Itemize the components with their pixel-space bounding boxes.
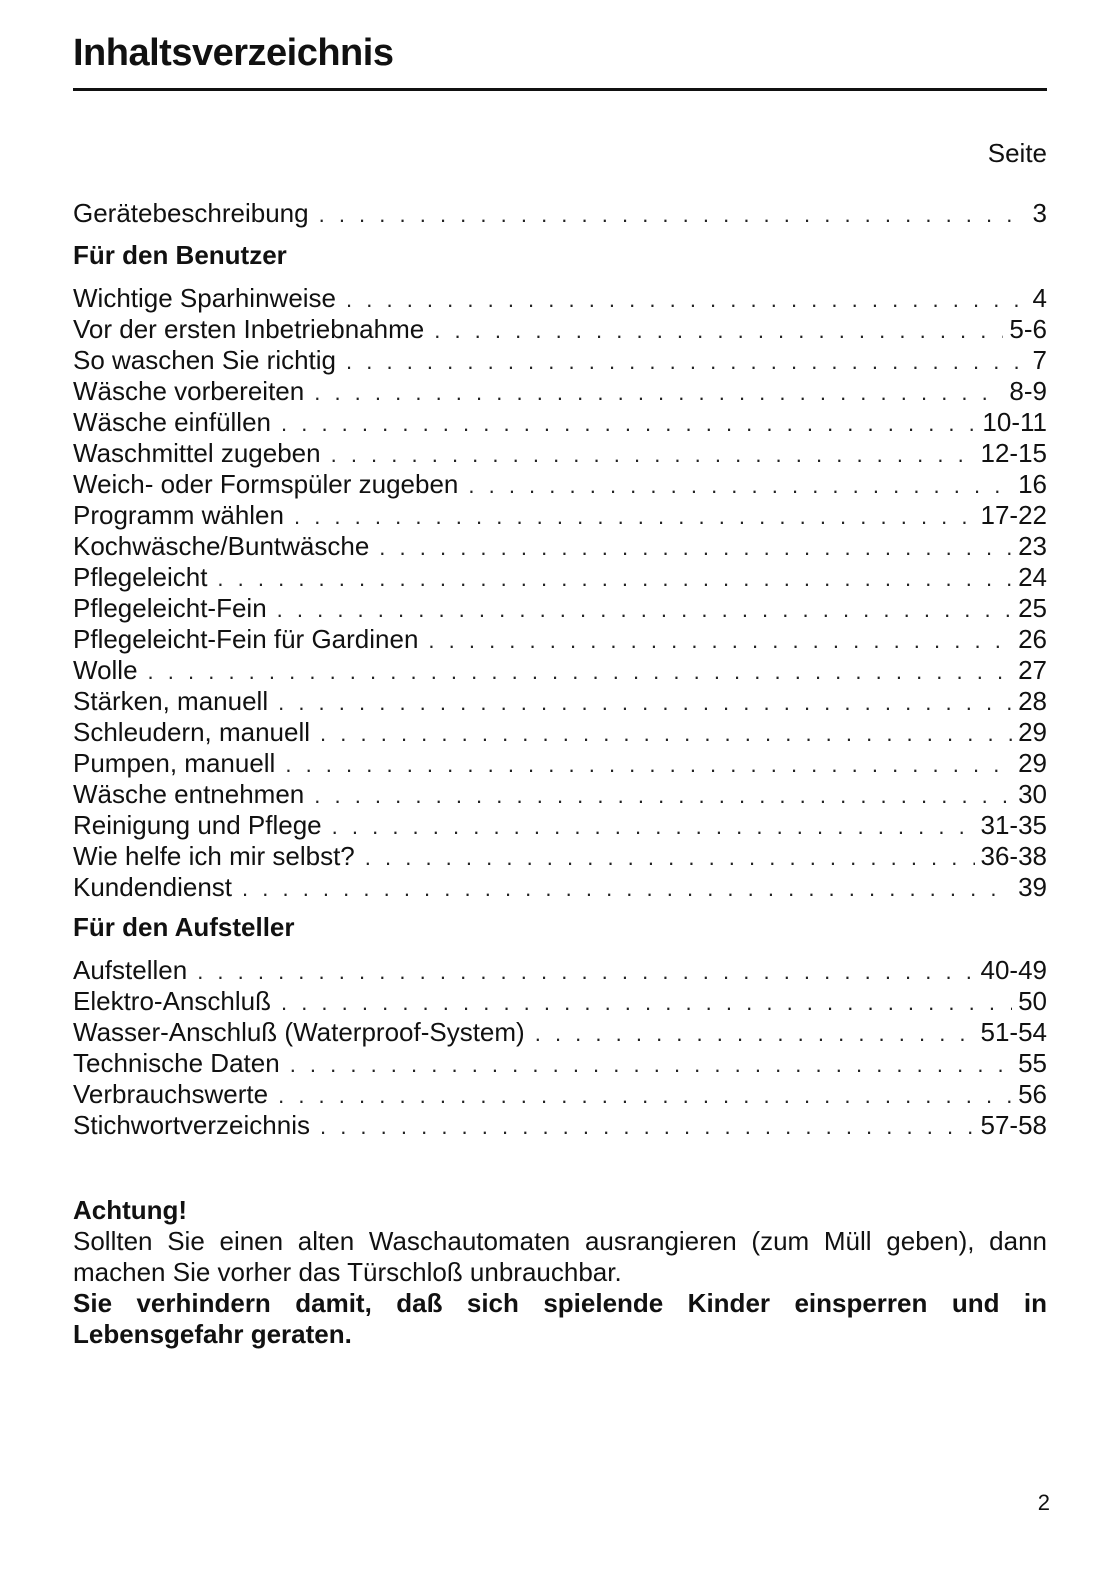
toc-entry	[73, 593, 1047, 624]
toc-entry	[73, 748, 1047, 779]
toc-entry	[73, 841, 1047, 872]
warning-emphasis: Sie verhindern damit, daß sich spielende Kinder einsperren und in Lebensgefahr geraten.	[73, 1288, 1047, 1349]
toc-entry	[73, 469, 1047, 500]
toc-entry-page: 7	[1032, 345, 1047, 375]
toc-entry-label: Gerätebeschreibung	[73, 198, 309, 228]
toc-entry-label: Weich- oder Formspüler zugeben	[73, 469, 459, 499]
toc-entry	[73, 986, 1047, 1017]
toc-entry-label: Wäsche entnehmen	[73, 779, 305, 809]
toc-entry-page: 27	[1018, 655, 1047, 685]
section-heading: Für den Aufsteller	[73, 912, 295, 942]
leader-dots	[365, 842, 975, 873]
toc-entry-label: So waschen Sie richtig	[73, 345, 337, 375]
toc-entry	[73, 779, 1047, 810]
toc-entry-page: 17-22	[980, 500, 1047, 530]
toc-entry-page: 57-58	[980, 1110, 1047, 1140]
toc-entry-label: Technische Daten	[73, 1048, 280, 1078]
toc-entry-label: Stichwortverzeichnis	[73, 1110, 310, 1140]
toc-entry	[73, 376, 1047, 407]
leader-dots	[320, 718, 1012, 749]
leader-dots	[285, 749, 1012, 780]
warning-title: Achtung!	[73, 1195, 188, 1225]
leader-dots	[314, 377, 1003, 408]
toc-entry-page: 25	[1018, 593, 1047, 623]
toc-entry-label: Programm wählen	[73, 500, 284, 530]
toc-entry	[73, 562, 1047, 593]
toc-entry-page: 16	[1018, 469, 1047, 499]
toc-entry-page: 29	[1018, 717, 1047, 747]
toc-entry	[73, 872, 1047, 903]
toc-entry-label: Wichtige Sparhinweise	[73, 283, 337, 313]
toc-entry-label: Schleudern, manuell	[73, 717, 311, 747]
warning-body: Sollten Sie einen alten Waschautomaten ausrangieren (zum Müll geben), dann machen Sie vorher das Türschloß unbrauchbar.	[73, 1226, 1047, 1287]
toc-entry-page: 29	[1018, 748, 1047, 778]
leader-dots	[535, 1018, 975, 1049]
leader-dots	[320, 1111, 975, 1142]
leader-dots	[217, 563, 1012, 594]
toc-entry-page: 40-49	[980, 955, 1047, 985]
toc-entry	[73, 1079, 1047, 1110]
toc-entry-label: Pflegeleicht	[73, 562, 208, 592]
leader-dots	[197, 956, 974, 987]
toc-entry-label: Vor der ersten Inbetriebnahme	[73, 314, 425, 344]
leader-dots	[278, 1080, 1012, 1111]
toc-entry-page: 51-54	[980, 1017, 1047, 1047]
leader-dots	[314, 780, 1012, 811]
warning-box	[73, 1195, 1047, 1350]
toc-entry-label: Pflegeleicht-Fein	[73, 593, 267, 623]
toc-entry	[73, 810, 1047, 841]
table-of-contents	[73, 198, 1047, 1141]
toc-entry-label: Kochwäsche/Buntwäsche	[73, 531, 370, 561]
leader-dots	[319, 199, 1027, 230]
toc-entry-label: Verbrauchswerte	[73, 1079, 269, 1109]
toc-entry-page: 30	[1018, 779, 1047, 809]
leader-dots	[281, 408, 976, 439]
leader-dots	[278, 687, 1012, 718]
toc-entry	[73, 345, 1047, 376]
toc-entry	[73, 198, 1047, 229]
leader-dots	[346, 346, 1027, 377]
toc-entry-page: 26	[1018, 624, 1047, 654]
toc-entry-label: Stärken, manuell	[73, 686, 269, 716]
toc-entry	[73, 624, 1047, 655]
toc-entry	[73, 717, 1047, 748]
toc-entry	[73, 531, 1047, 562]
toc-entry-label: Wäsche vorbereiten	[73, 376, 305, 406]
toc-entry-label: Wäsche einfüllen	[73, 407, 271, 437]
toc-entry-label: Wie helfe ich mir selbst?	[73, 841, 355, 871]
toc-entry	[73, 955, 1047, 986]
toc-entry	[73, 1048, 1047, 1079]
toc-entry	[73, 283, 1047, 314]
leader-dots	[290, 1049, 1012, 1080]
page-column-label: Seite	[987, 138, 1047, 168]
leader-dots	[331, 439, 975, 470]
toc-entry-label: Aufstellen	[73, 955, 188, 985]
toc-entry-page: 24	[1018, 562, 1047, 592]
leader-dots	[346, 284, 1027, 315]
toc-entry	[73, 655, 1047, 686]
leader-dots	[428, 625, 1012, 656]
toc-entry-label: Wolle	[73, 655, 138, 685]
toc-entry	[73, 1110, 1047, 1141]
toc-entry-page: 55	[1018, 1048, 1047, 1078]
toc-entry	[73, 686, 1047, 717]
leader-dots	[332, 811, 975, 842]
toc-entry-page: 8-9	[1009, 376, 1047, 406]
toc-entry	[73, 314, 1047, 345]
title-rule	[73, 88, 1047, 91]
toc-entry-page: 28	[1018, 686, 1047, 716]
toc-entry-page: 23	[1018, 531, 1047, 561]
toc-entry-page: 4	[1032, 283, 1047, 313]
leader-dots	[277, 594, 1012, 625]
toc-entry-label: Reinigung und Pflege	[73, 810, 322, 840]
section-heading: Für den Benutzer	[73, 240, 287, 270]
page-title: Inhaltsverzeichnis	[73, 32, 394, 74]
toc-entry	[73, 500, 1047, 531]
toc-entry	[73, 438, 1047, 469]
toc-entry-label: Pumpen, manuell	[73, 748, 276, 778]
toc-entry-page: 39	[1018, 872, 1047, 902]
toc-entry	[73, 1017, 1047, 1048]
toc-entry-label: Kundendienst	[73, 872, 233, 902]
toc-entry-label: Wasser-Anschluß (Waterproof-System)	[73, 1017, 525, 1047]
toc-sections	[73, 237, 1047, 1141]
leader-dots	[379, 532, 1012, 563]
toc-entry	[73, 407, 1047, 438]
leader-dots	[281, 987, 1012, 1018]
toc-entry-page: 36-38	[980, 841, 1047, 871]
toc-entry-label: Waschmittel zugeben	[73, 438, 321, 468]
toc-entry-label: Pflegeleicht-Fein für Gardinen	[73, 624, 419, 654]
toc-entry-page: 5-6	[1009, 314, 1047, 344]
toc-entry-label: Elektro-Anschluß	[73, 986, 271, 1016]
leader-dots	[434, 315, 1003, 346]
toc-entry-page: 31-35	[980, 810, 1047, 840]
toc-entry-page: 10-11	[982, 407, 1047, 437]
toc-entry-page: 56	[1018, 1079, 1047, 1109]
leader-dots	[242, 873, 1012, 904]
toc-entry-page: 3	[1032, 198, 1047, 228]
leader-dots	[148, 656, 1013, 687]
page-number: 2	[1037, 1490, 1050, 1515]
toc-entry-page: 12-15	[980, 438, 1047, 468]
leader-dots	[294, 501, 975, 532]
toc-entry-page: 50	[1018, 986, 1047, 1016]
leader-dots	[468, 470, 1012, 501]
